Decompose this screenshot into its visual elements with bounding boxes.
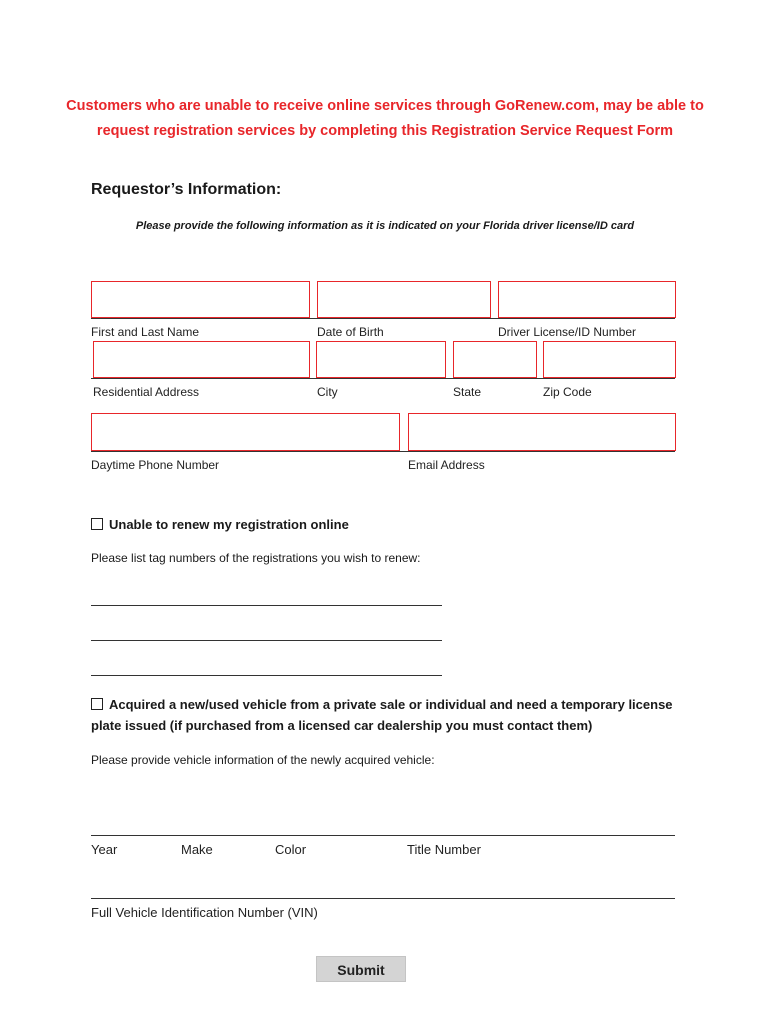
phone-field[interactable] [91,413,400,451]
zip-label: Zip Code [543,385,592,399]
temp-plate-option [91,694,691,736]
address-label: Residential Address [93,385,200,399]
make-label: Make [181,842,213,857]
renewal-option [91,514,349,535]
vehicle-info-line[interactable] [91,835,675,836]
city-label: City [317,385,338,399]
zip-field[interactable] [543,341,676,378]
dob-field[interactable] [317,281,491,318]
year-label: Year [91,842,118,857]
phone-label: Daytime Phone Number [91,458,220,472]
underline-row-3 [91,451,675,452]
state-label: State [453,385,482,399]
renewal-prompt: Please list tag numbers of the registrations you wish to renew: [91,551,421,565]
color-label: Color [275,842,307,857]
tag-number-line-3[interactable] [91,675,442,676]
tag-number-line-2[interactable] [91,640,442,641]
underline-row-2 [91,378,675,379]
tag-number-line-1[interactable] [91,605,442,606]
requestor-section-title: Requestor’s Information: [91,181,282,198]
requestor-instruction: Please provide the following information as it is indicated on your Florida driver license/ID card [135,220,635,232]
city-field[interactable] [316,341,446,378]
form-heading: Customers who are unable to receive online services through GoRenew.com, may be able to request registration services by completing this Registration Service Request Form [66,98,704,139]
name-label: First and Last Name [91,325,200,339]
name-field[interactable] [91,281,310,318]
title-number-label: Title Number [407,842,481,857]
dob-label: Date of Birth [317,325,384,339]
temp-plate-checkbox[interactable] [91,698,103,710]
vehicle-prompt: Please provide vehicle information of the newly acquired vehicle: [91,753,435,767]
email-field[interactable] [408,413,676,451]
temp-plate-checkbox-label: Acquired a new/used vehicle from a private sale or individual and need a temporary license plate issued (if purchased from a licensed car dealership you must contact them) [91,697,673,733]
license-number-field[interactable] [498,281,676,318]
email-label: Email Address [408,458,485,472]
address-field[interactable] [93,341,310,378]
vin-label: Full Vehicle Identification Number (VIN) [91,905,318,920]
renewal-checkbox-label: Unable to renew my registration online [109,517,349,532]
license-number-label: Driver License/ID Number [498,325,637,339]
vin-line[interactable] [91,898,675,899]
underline-row-1 [91,318,675,319]
state-field[interactable] [453,341,537,378]
submit-button[interactable]: Submit [316,956,406,982]
renewal-checkbox[interactable] [91,518,103,530]
